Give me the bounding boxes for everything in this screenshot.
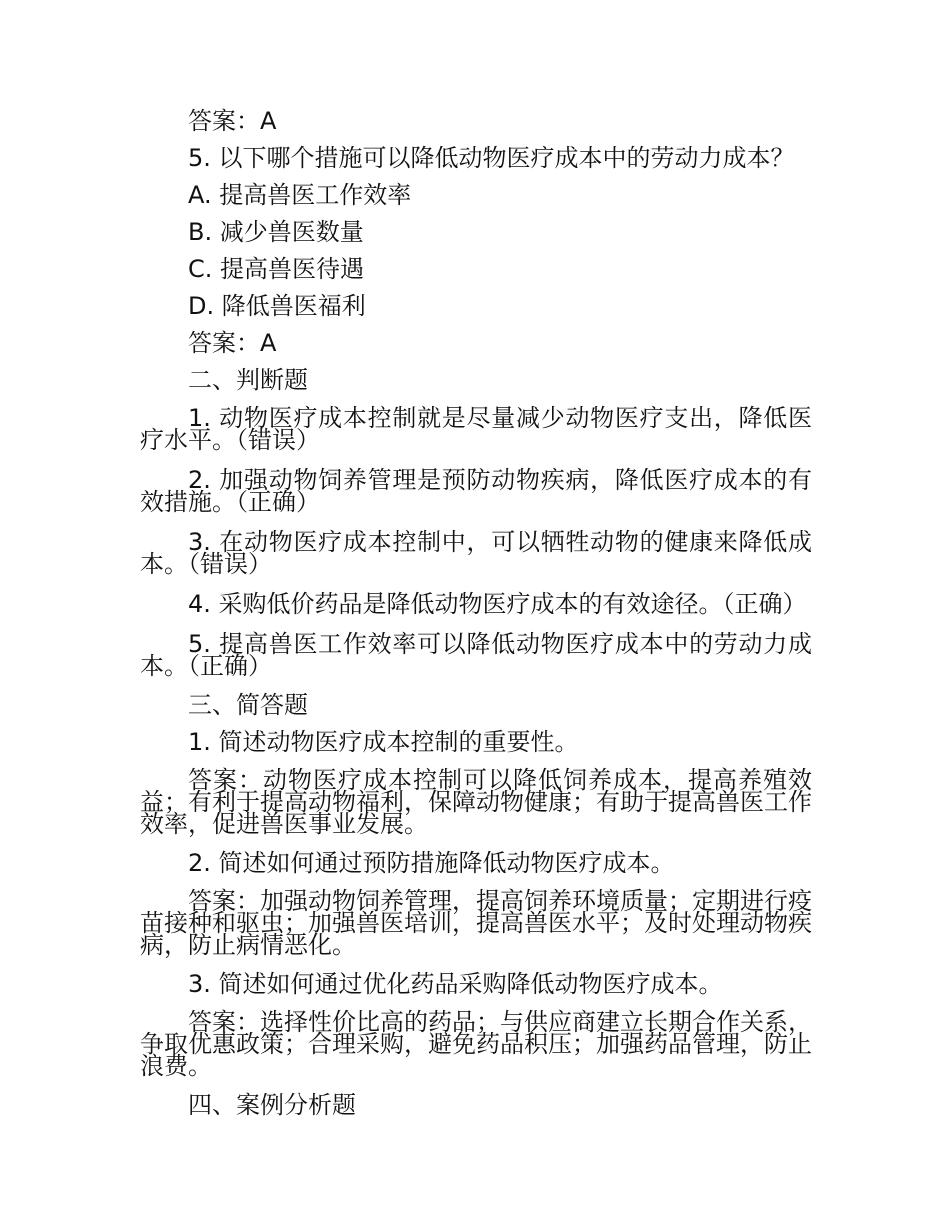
short-question: 2. 简述如何通过预防措施降低动物医疗成本。 [188, 849, 675, 877]
option-b: B. 减少兽医数量 [188, 218, 364, 246]
short-question: 3. 简述如何通过优化药品采购降低动物医疗成本。 [188, 970, 723, 998]
judgement-item: 1. 动物医疗成本控制就是尽量减少动物医疗支出，降低医疗水平。（错误） [140, 404, 812, 454]
question-5: 5. 以下哪个措施可以降低动物医疗成本中的劳动力成本？ [188, 144, 795, 172]
answer-line: 答案：A [188, 107, 277, 135]
answer-line: 答案：A [188, 329, 277, 357]
short-question: 1. 简述动物医疗成本控制的重要性。 [188, 728, 579, 756]
judgement-item: 3. 在动物医疗成本控制中，可以牺牲动物的健康来降低成本。（错误） [140, 528, 812, 578]
section-heading-short-answer: 三、简答题 [188, 691, 308, 719]
judgement-item: 2. 加强动物饲养管理是预防动物疾病，降低医疗成本的有效措施。（正确） [140, 466, 812, 516]
document-body [140, 103, 812, 1124]
judgement-item: 5. 提高兽医工作效率可以降低动物医疗成本中的劳动力成本。（正确） [140, 630, 812, 680]
short-answer: 答案：动物医疗成本控制可以降低饲养成本，提高养殖效益；有利于提高动物福利，保障动物健康；有助于提高兽医工作效率，促进兽医事业发展。 [140, 766, 812, 838]
section-heading-case-analysis: 四、案例分析题 [188, 1091, 356, 1119]
judgement-item: 4. 采购低价药品是降低动物医疗成本的有效途径。（正确） [188, 590, 807, 618]
option-a: A. 提高兽医工作效率 [188, 181, 412, 209]
option-d: D. 降低兽医福利 [188, 292, 366, 320]
short-answer: 答案：加强动物饲养管理，提高饲养环境质量；定期进行疫苗接种和驱虫；加强兽医培训，提高兽医水平；及时处理动物疾病，防止病情恶化。 [140, 887, 812, 959]
short-answer: 答案：选择性价比高的药品；与供应商建立长期合作关系，争取优惠政策；合理采购，避免药品积压；加强药品管理，防止浪费。 [140, 1008, 812, 1080]
section-heading-judgement: 二、判断题 [188, 366, 308, 394]
option-c: C. 提高兽医待遇 [188, 255, 365, 283]
